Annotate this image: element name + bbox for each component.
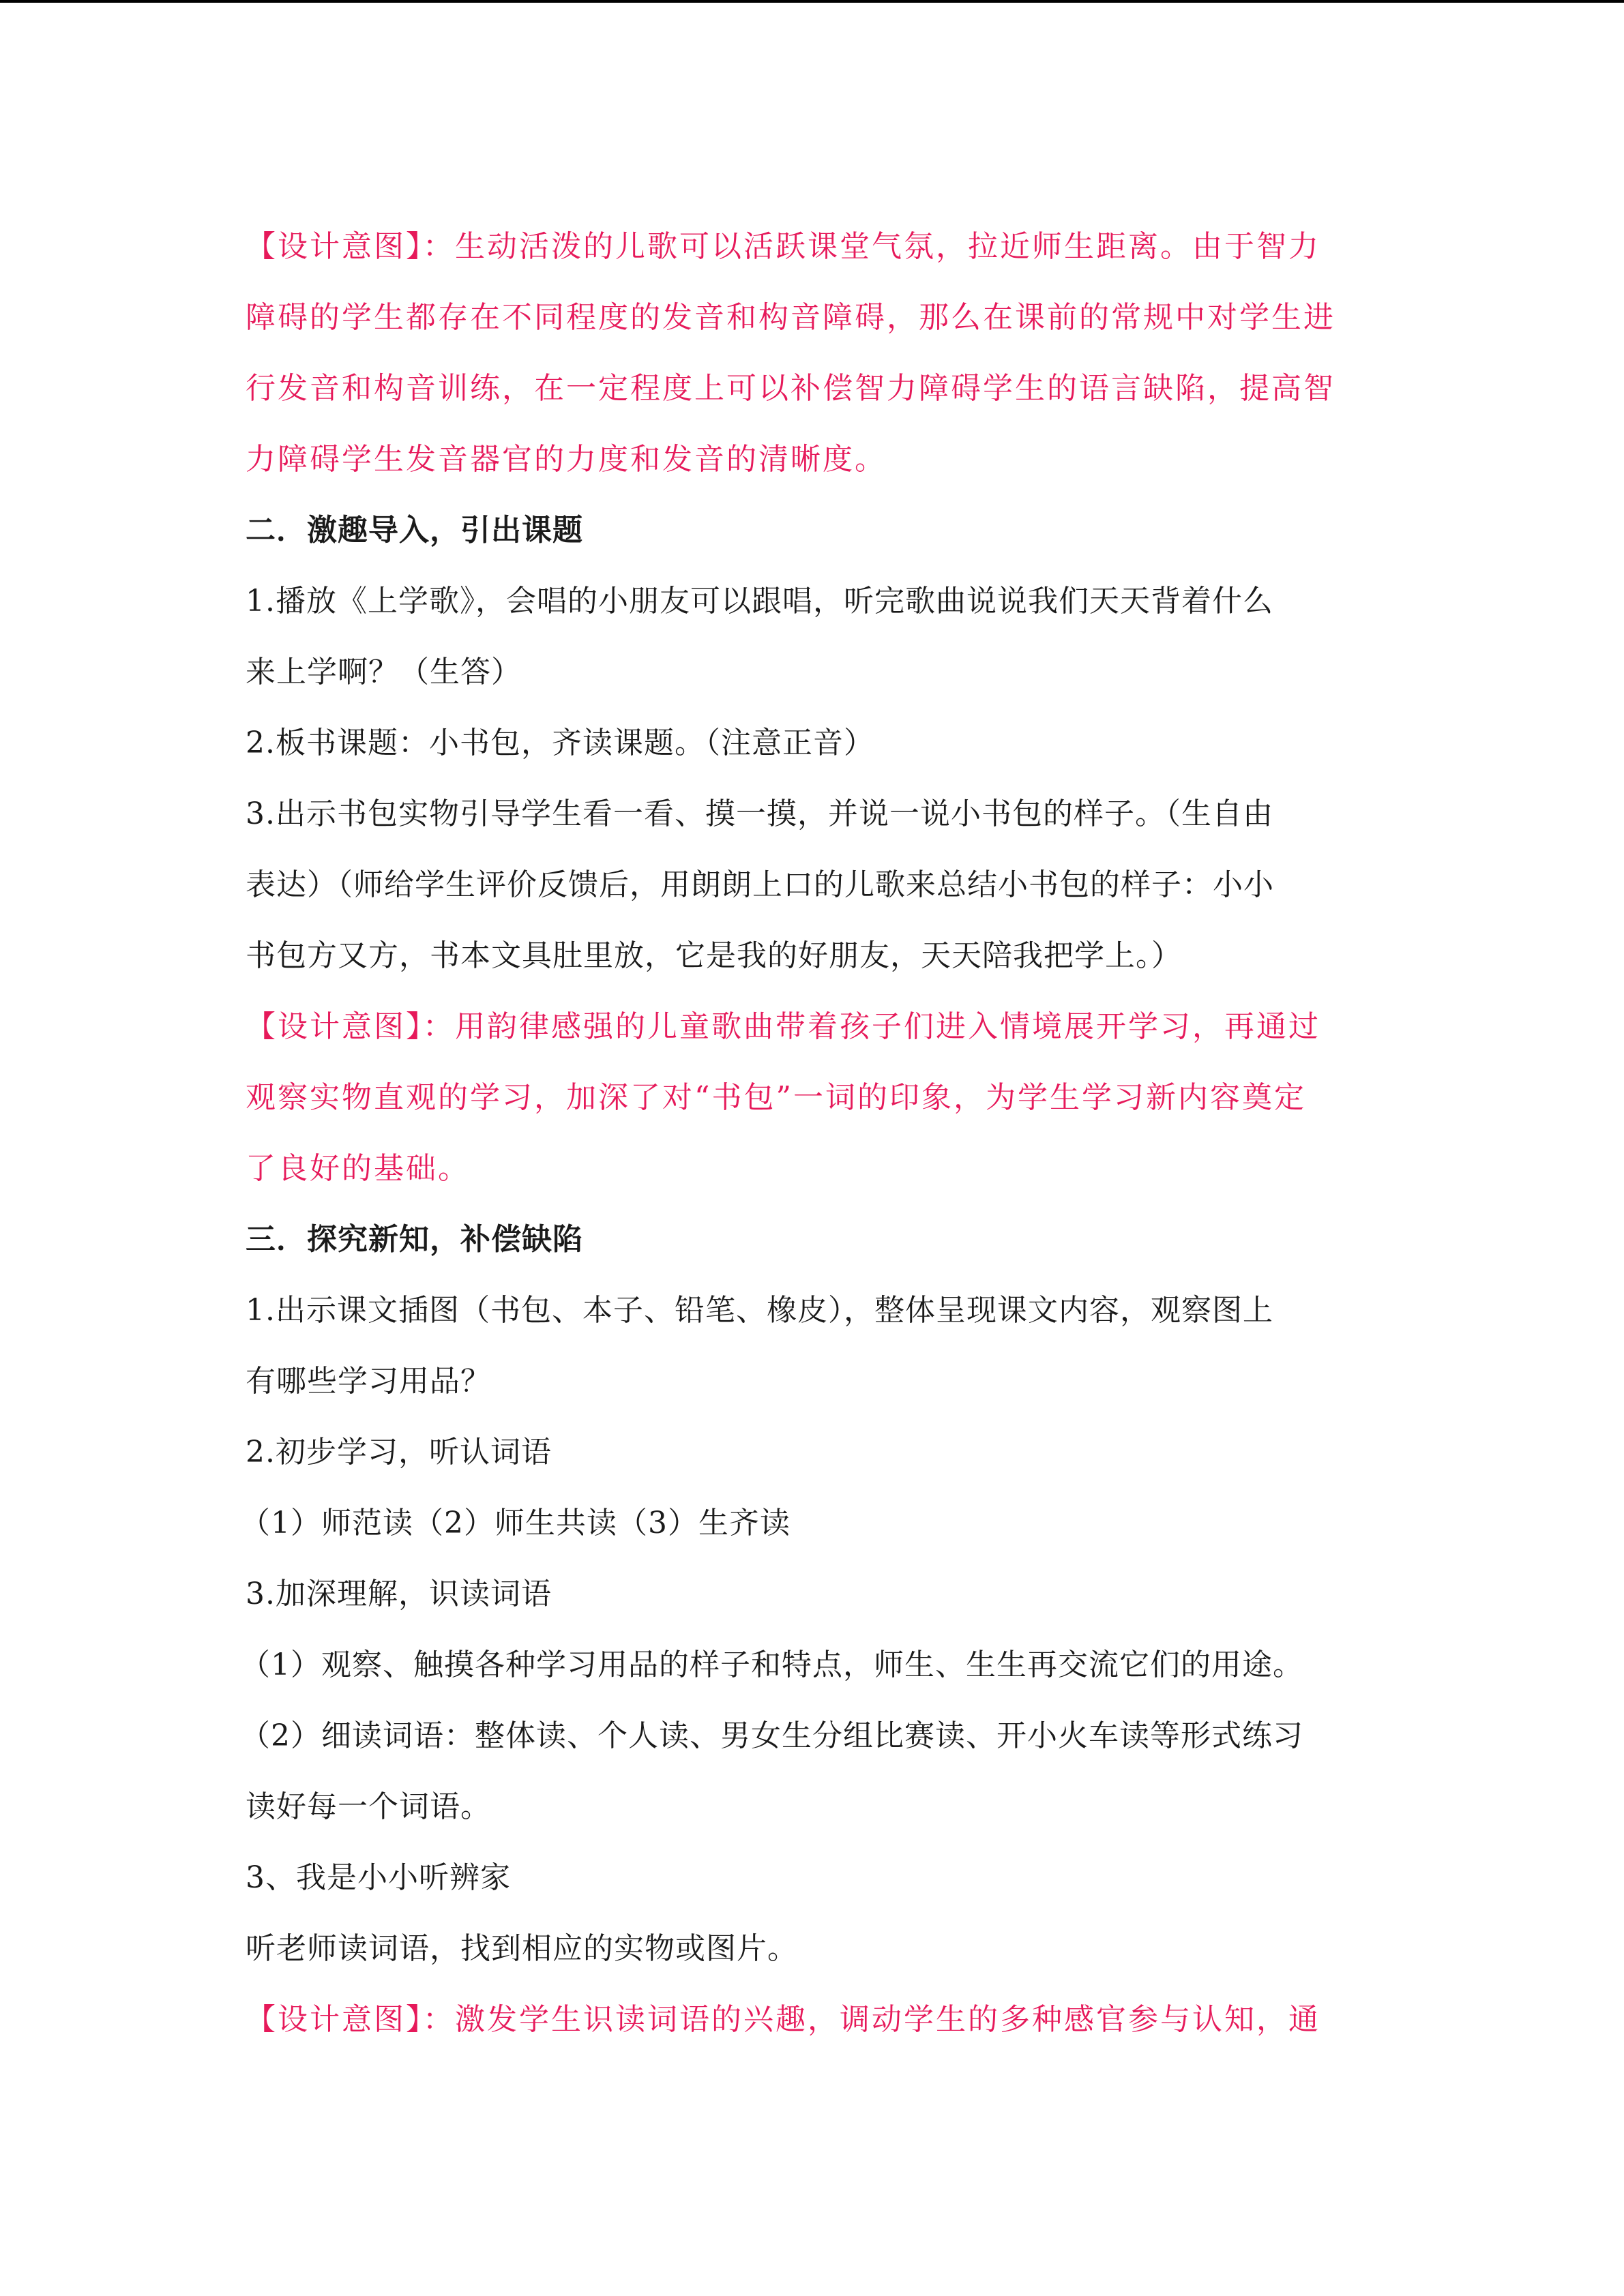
body-line: 有哪些学习用品？: [246, 1364, 491, 1399]
body-line: 3、我是小小听辨家: [246, 1860, 511, 1895]
document-body: [240, 211, 1378, 2055]
body-line: （1）观察、触摸各种学习用品的样子和特点，师生、生生再交流它们的用途。: [240, 1648, 1303, 1682]
body-line: 表达）（师给学生评价反馈后，用朗朗上口的儿歌来总结小书包的样子：小小: [246, 867, 1274, 902]
body-line: （2）细读词语：整体读、个人读、男女生分组比赛读、开小火车读等形式练习: [240, 1718, 1303, 1753]
body-line: 3.出示书包实物引导学生看一看、摸一摸，并说一说小书包的样子。（生自由: [246, 796, 1273, 831]
design-intent-line: 了良好的基础。: [246, 1151, 470, 1186]
body-line: 听老师读词语，找到相应的实物或图片。: [246, 1931, 798, 1966]
body-line: 2.初步学习，听认词语: [246, 1435, 552, 1470]
body-line: 1.播放《上学歌》，会唱的小朋友可以跟唱，听完歌曲说说我们天天背着什么: [246, 584, 1273, 618]
body-line: 1.出示课文插图（书包、本子、铅笔、橡皮），整体呈现课文内容，观察图上: [246, 1293, 1273, 1328]
body-line: （1）师范读（2）师生共读（3）生齐读: [240, 1506, 791, 1540]
section-heading: 二．激趣导入，引出课题: [246, 513, 583, 548]
body-line: 2.板书课题：小书包，齐读课题。（注意正音）: [246, 726, 874, 760]
design-intent-line: 【设计意图】：用韵律感强的儿童歌曲带着孩子们进入情境展开学习，再通过: [246, 1009, 1320, 1044]
page-top-border: [0, 0, 1624, 3]
design-intent-line: 行发音和构音训练，在一定程度上可以补偿智力障碍学生的语言缺陷，提高智: [246, 371, 1335, 406]
body-line: 3.加深理解，识读词语: [246, 1577, 552, 1611]
body-line: 读好每一个词语。: [246, 1789, 491, 1824]
design-intent-line: 障碍的学生都存在不同程度的发音和构音障碍，那么在课前的常规中对学生进: [246, 300, 1335, 335]
section-heading: 三．探究新知，补偿缺陷: [246, 1222, 583, 1257]
design-intent-line: 【设计意图】：激发学生识读词语的兴趣，调动学生的多种感官参与认知，通: [246, 2002, 1320, 2037]
body-line: 来上学啊？（生答）: [246, 655, 522, 689]
body-line: 书包方又方，书本文具肚里放，它是我的好朋友，天天陪我把学上。）: [246, 938, 1182, 973]
design-intent-line: 观察实物直观的学习，加深了对“书包”一词的印象，为学生学习新内容奠定: [246, 1080, 1306, 1115]
design-intent-line: 【设计意图】：生动活泼的儿歌可以活跃课堂气氛，拉近师生距离。由于智力: [246, 229, 1320, 264]
design-intent-line: 力障碍学生发音器官的力度和发音的清晰度。: [246, 442, 887, 477]
